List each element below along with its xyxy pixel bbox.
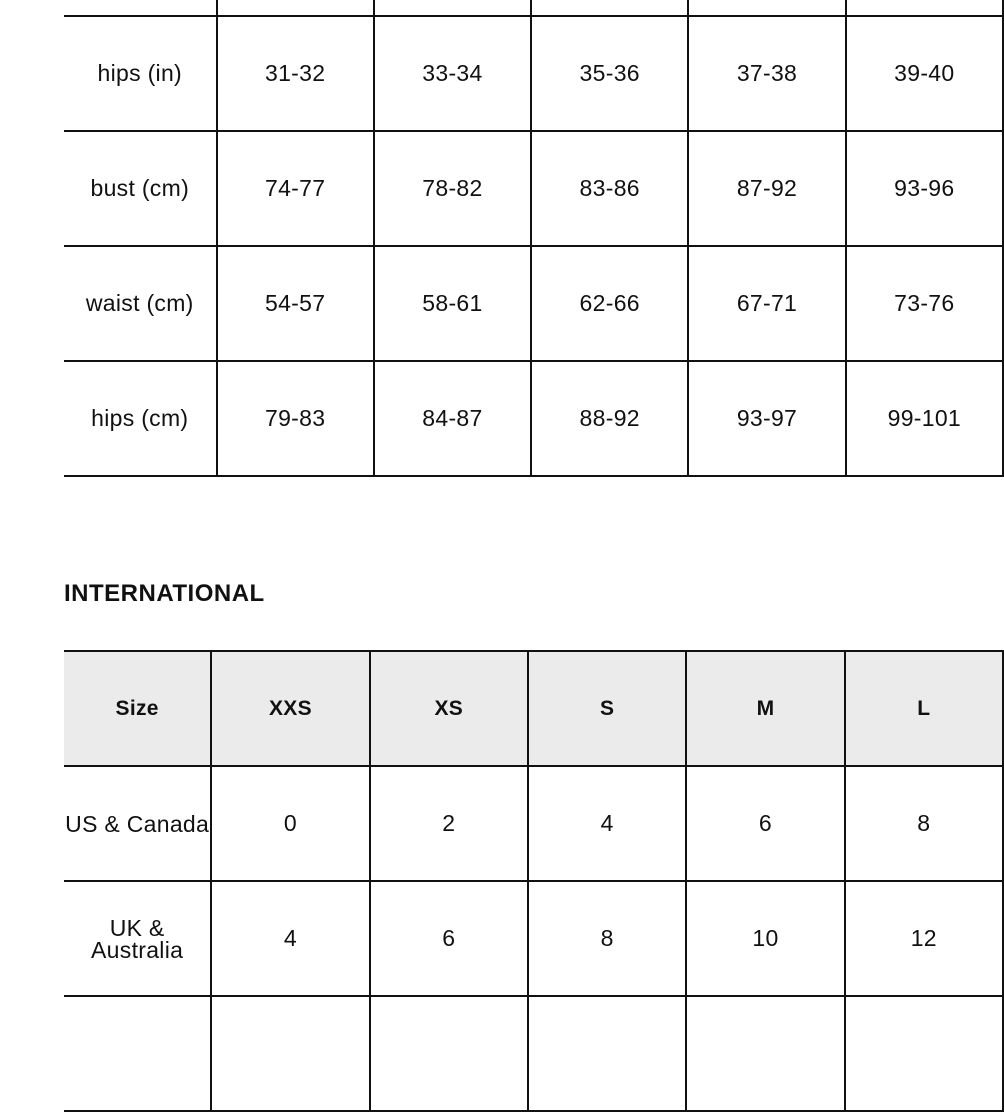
table-row (64, 131, 1003, 246)
table-cell (374, 0, 531, 16)
table-cell: 0 (211, 766, 369, 881)
section-title-international: INTERNATIONAL (64, 580, 265, 607)
table-cell (688, 0, 845, 16)
row-label (64, 996, 211, 1111)
table-row (64, 0, 1003, 16)
table-cell (370, 996, 528, 1111)
column-header: XXS (211, 651, 369, 766)
table-row (64, 766, 1003, 881)
table-cell: 31-32 (217, 16, 374, 131)
table-cell: 33-34 (374, 16, 531, 131)
row-label: US & Canada (64, 766, 211, 881)
table-row (64, 246, 1003, 361)
international-table-viewport[interactable] (64, 650, 937, 1010)
table-cell: 8 (528, 881, 686, 996)
table-cell: 74-77 (217, 131, 374, 246)
table-cell (528, 996, 686, 1111)
table-cell (686, 996, 844, 1111)
table-cell: 12 (845, 881, 1003, 996)
table-cell: 67-71 (688, 246, 845, 361)
row-label: waist (cm) (64, 246, 217, 361)
table-cell: 93-97 (688, 361, 845, 476)
row-label (64, 0, 217, 16)
table-row (64, 881, 1003, 996)
table-cell: 2 (370, 766, 528, 881)
table-cell: 6 (370, 881, 528, 996)
table-cell: 6 (686, 766, 844, 881)
measurements-table-viewport[interactable] (64, 0, 962, 478)
international-size-table (64, 650, 1004, 1112)
table-cell: 84-87 (374, 361, 531, 476)
table-row (64, 16, 1003, 131)
measurements-table (64, 0, 1004, 477)
table-cell (211, 996, 369, 1111)
table-cell: 35-36 (531, 16, 688, 131)
table-cell: 10 (686, 881, 844, 996)
column-header: M (686, 651, 844, 766)
table-cell: 93-96 (846, 131, 1003, 246)
table-cell: 83-86 (531, 131, 688, 246)
table-cell: 4 (211, 881, 369, 996)
table-cell: 99-101 (846, 361, 1003, 476)
table-cell (217, 0, 374, 16)
table-cell (531, 0, 688, 16)
table-cell: 78-82 (374, 131, 531, 246)
table-row (64, 361, 1003, 476)
table-cell: 37-38 (688, 16, 845, 131)
row-label: hips (in) (64, 16, 217, 131)
table-cell: 54-57 (217, 246, 374, 361)
table-cell: 58-61 (374, 246, 531, 361)
row-label: hips (cm) (64, 361, 217, 476)
table-cell: 39-40 (846, 16, 1003, 131)
table-cell: 4 (528, 766, 686, 881)
table-cell: 73-76 (846, 246, 1003, 361)
column-header: Size (64, 651, 211, 766)
table-cell: 79-83 (217, 361, 374, 476)
table-cell (845, 996, 1003, 1111)
column-header: S (528, 651, 686, 766)
table-cell (846, 0, 1003, 16)
column-header: L (845, 651, 1003, 766)
row-label: bust (cm) (64, 131, 217, 246)
row-label: UK & Australia (64, 881, 211, 996)
table-cell: 88-92 (531, 361, 688, 476)
table-header-row (64, 651, 1003, 766)
table-cell: 87-92 (688, 131, 845, 246)
column-header: XS (370, 651, 528, 766)
table-cell: 62-66 (531, 246, 688, 361)
table-cell: 8 (845, 766, 1003, 881)
table-row (64, 996, 1003, 1111)
